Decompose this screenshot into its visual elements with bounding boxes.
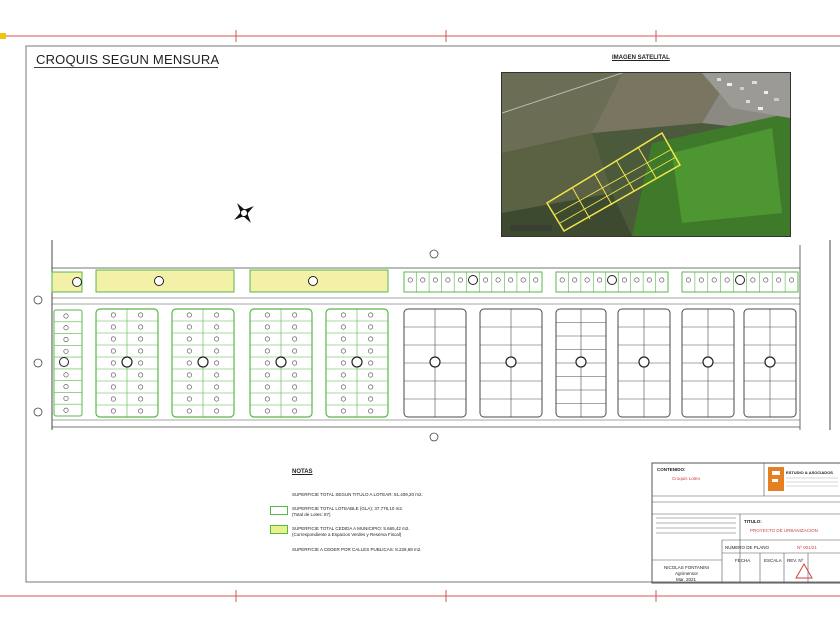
lot-marker [699, 278, 703, 282]
lot-marker [214, 313, 218, 317]
lot-marker [776, 278, 780, 282]
lot-marker [111, 337, 115, 341]
block-marker [198, 357, 208, 367]
tb-content-label: CONTENIDO: [657, 467, 686, 472]
lot-marker [64, 314, 68, 318]
note-ceded-surface: SUPERFICIE TOTAL CEDIDA A MUNICIPIO: 5.665,42 m2. [292, 526, 410, 531]
lot-marker [341, 385, 345, 389]
lot-marker [214, 385, 218, 389]
company-logo-detail [772, 479, 778, 482]
tb-date-label: FECHA [735, 558, 751, 563]
lot-marker [585, 278, 589, 282]
lot-marker [421, 278, 425, 282]
corner-marker [0, 33, 6, 39]
lot-marker [341, 349, 345, 353]
lot-marker [265, 385, 269, 389]
lot-marker [368, 409, 372, 413]
notes-title: NOTAS [292, 469, 313, 475]
lot-marker [187, 373, 191, 377]
legend-swatch-lots [270, 506, 288, 515]
lot-marker [111, 385, 115, 389]
lot-marker [368, 373, 372, 377]
revision-triangle-icon [796, 564, 812, 578]
lot-marker [138, 313, 142, 317]
reserve-block-marker-2 [309, 277, 318, 286]
lot-marker [111, 373, 115, 377]
reserve-block-2 [250, 270, 388, 292]
lot-marker [138, 349, 142, 353]
reference-marker-3 [430, 250, 438, 258]
lot-marker [64, 373, 68, 377]
lot-marker [597, 278, 601, 282]
note-total-surface: SUPERFICIE TOTAL SEGUN TITULO A LOTEAR: 51.409,20 m2. [292, 492, 423, 497]
tb-plan-number-label: NUMERO DE PLANO [725, 545, 770, 550]
lot-marker [446, 278, 450, 282]
lot-marker [789, 278, 793, 282]
reference-marker-4 [430, 433, 438, 441]
reserve-block-1 [96, 270, 234, 292]
lot-marker [686, 278, 690, 282]
lot-marker [187, 349, 191, 353]
lot-marker [265, 313, 269, 317]
lot-marker [483, 278, 487, 282]
lot-marker [292, 349, 296, 353]
lot-marker [341, 373, 345, 377]
block-marker [576, 357, 586, 367]
tb-author-role: Agrimensor [675, 571, 699, 576]
lot-marker [341, 313, 345, 317]
lot-marker [560, 278, 564, 282]
block-marker [276, 357, 286, 367]
tb-scale-label: ESCALA [764, 558, 782, 563]
note-streets-surface: SUPERFICIE A CEDER POR CALLES PUBLICAS: 8.228,68 m2. [292, 547, 422, 552]
block-marker [765, 357, 775, 367]
lot-marker [368, 325, 372, 329]
tb-author-name: NICOLAS FONTANINI [664, 565, 709, 570]
lot-marker [138, 361, 142, 365]
lot-marker [660, 278, 664, 282]
lot-marker [534, 278, 538, 282]
note-ceded-detail: (Correspondiente a Espacios Verdes y Reserva Fiscal) [292, 532, 402, 537]
title-underline [34, 67, 218, 68]
legend-swatch-green [270, 525, 288, 534]
lot-marker [187, 325, 191, 329]
lot-marker [64, 384, 68, 388]
lot-marker [187, 409, 191, 413]
lot-marker [292, 361, 296, 365]
lot-marker [214, 361, 218, 365]
lot-marker [341, 409, 345, 413]
lot-marker [292, 409, 296, 413]
block-marker [352, 357, 362, 367]
lot-marker [111, 361, 115, 365]
lot-marker [187, 385, 191, 389]
lot-marker [292, 373, 296, 377]
reserve-block-marker-0 [73, 278, 82, 287]
lot-marker [64, 408, 68, 412]
lot-marker [368, 313, 372, 317]
lot-marker [214, 349, 218, 353]
block-marker [60, 358, 69, 367]
lot-marker [265, 349, 269, 353]
lot-marker [214, 337, 218, 341]
north-arrow-icon [227, 196, 260, 229]
lot-marker [64, 337, 68, 341]
tb-title-label: TITULO: [744, 519, 762, 524]
lot-marker [508, 278, 512, 282]
lot-marker [64, 326, 68, 330]
block-marker [122, 357, 132, 367]
lot-marker [265, 409, 269, 413]
block-marker [703, 357, 713, 367]
tb-plan-number-value: Nº 001/21 [797, 545, 817, 550]
block-marker [506, 357, 516, 367]
lot-marker [496, 278, 500, 282]
block-marker [430, 357, 440, 367]
lot-marker [725, 278, 729, 282]
lot-marker [214, 325, 218, 329]
lot-marker [111, 397, 115, 401]
note-total-lots: (Total de Lotes: 87) [292, 512, 331, 517]
lot-marker [214, 409, 218, 413]
lot-marker [408, 278, 412, 282]
satellite-image [501, 72, 791, 237]
lot-marker [341, 325, 345, 329]
lot-marker [292, 397, 296, 401]
lot-marker [292, 313, 296, 317]
reference-marker-0 [34, 296, 42, 304]
lot-marker [265, 373, 269, 377]
lot-marker [187, 337, 191, 341]
lot-marker [111, 313, 115, 317]
tb-content-value: Croquis Loteo [672, 476, 701, 481]
lot-marker [138, 337, 142, 341]
lot-marker [712, 278, 716, 282]
lot-marker [214, 373, 218, 377]
lot-marker [187, 361, 191, 365]
lot-marker [138, 409, 142, 413]
lot-marker [292, 325, 296, 329]
lot-marker [368, 337, 372, 341]
lot-marker [622, 278, 626, 282]
lot-marker [572, 278, 576, 282]
lot-marker [187, 397, 191, 401]
lot-marker [64, 349, 68, 353]
lot-marker [368, 361, 372, 365]
lot-marker [265, 397, 269, 401]
lot-marker [265, 325, 269, 329]
note-loteable-surface: SUPERFICIE TOTAL LOTEABLE (GLA): 37.776,10 m2. [292, 506, 404, 511]
lot-marker [111, 325, 115, 329]
lot-marker [265, 361, 269, 365]
tb-author-date: Mar. 2021 [676, 577, 697, 582]
lot-marker [265, 337, 269, 341]
lot-marker [138, 385, 142, 389]
lot-marker [111, 409, 115, 413]
lot-marker [138, 397, 142, 401]
satellite-photo-icon [502, 73, 790, 236]
lot-marker [751, 278, 755, 282]
reference-marker-1 [34, 359, 42, 367]
lot-marker [368, 349, 372, 353]
lot-marker [138, 373, 142, 377]
tb-company: ESTUDIO & ASOCIADOS [786, 470, 833, 475]
lot-marker [368, 385, 372, 389]
lot-marker [341, 397, 345, 401]
lot-marker [292, 385, 296, 389]
satellite-caption: IMAGEN SATELITAL [612, 55, 670, 61]
drawing-title: CROQUIS SEGUN MENSURA [36, 52, 220, 67]
lot-marker [341, 337, 345, 341]
lot-marker [138, 325, 142, 329]
lot-marker [635, 278, 639, 282]
tb-title-value: PROYECTO DE URBANIZACION [750, 528, 818, 533]
lot-marker [647, 278, 651, 282]
block-marker [608, 276, 617, 285]
block-marker [469, 276, 478, 285]
block-marker [736, 276, 745, 285]
lot-marker [368, 397, 372, 401]
reserve-block-marker-1 [155, 277, 164, 286]
lot-marker [214, 397, 218, 401]
company-logo-detail [772, 471, 780, 475]
lot-marker [433, 278, 437, 282]
tb-rev-label: REV. Nº [787, 558, 804, 563]
reference-marker-2 [34, 408, 42, 416]
lot-marker [458, 278, 462, 282]
lot-marker [64, 396, 68, 400]
lot-marker [111, 349, 115, 353]
block-marker [639, 357, 649, 367]
lot-marker [187, 313, 191, 317]
lot-marker [292, 337, 296, 341]
lot-marker [764, 278, 768, 282]
lot-marker [341, 361, 345, 365]
lot-marker [521, 278, 525, 282]
